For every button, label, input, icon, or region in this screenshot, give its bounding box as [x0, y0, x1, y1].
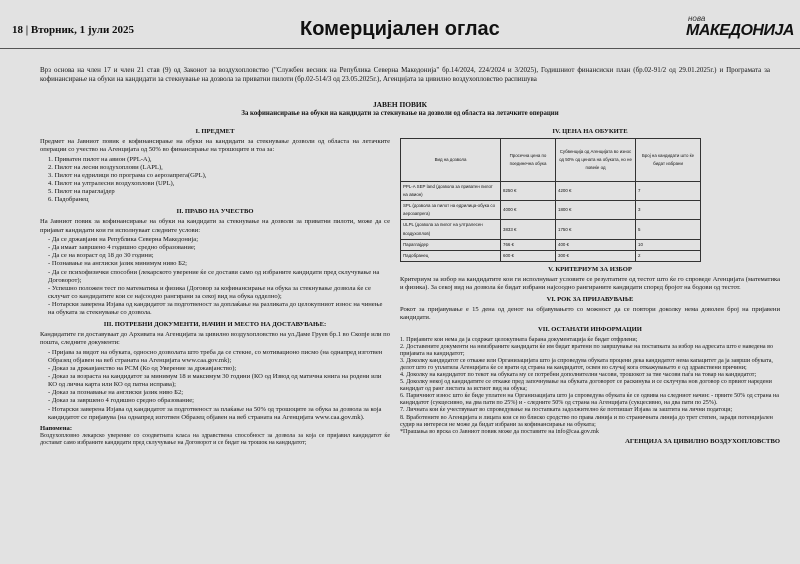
intro-paragraph: Врз основа на член 17 и член 21 став (9) од Законот за воздухопловство ("Службен весник на Република Северна Македонија" бр.14/2024, 224/2024 и 3/2025), Годишниот финансиски план (бр.02-91/2 од 29.01.2025г.) и Програмата за кофинансирање на обуки на кандидати за стекнување на дозвола за приватни пилоти (бр.02-514/3 од 23.05.2025г.), Агенцијата за цивилно воздухопловство распишува [40, 66, 770, 83]
list-item: - Да се на возраст од 18 до 30 години; [48, 252, 154, 260]
right-column [400, 124, 780, 446]
table-cell: 4000 € [501, 201, 556, 220]
note-title: Напомена: [40, 424, 73, 432]
table-row [401, 239, 701, 250]
list-item: - Доказ за завршено 4 годишно средно образование; [48, 397, 194, 405]
section-2-title: II. ПРАВО НА УЧЕСТВО [176, 208, 254, 216]
logo-big-text: МАКЕДОНИЈА [686, 22, 794, 39]
list-item: 4. Доколку на кандидатот по текот на обуката му се потребни дополнителни часови, трошокот за тие часови паѓа на товар на кандидатот; [400, 371, 757, 378]
section-3-title: III. ПОТРЕБНИ ДОКУМЕНТИ, НАЧИН И МЕСТО НА ДОСТАВУВАЊЕ: [103, 321, 327, 329]
prices-table [400, 138, 701, 262]
table-cell: 3833 € [501, 220, 556, 239]
table-row [401, 220, 701, 239]
list-item: 7. Личната кои ќе учествуваат во спроведување на постапката задолжително ќе потпишат Изјава за заштита на лични податоци; [400, 407, 733, 414]
list-item: - Да се психофизички способни (лекарското уверение ќе се достави само од избраните кандидати пред склучување на Договорот); [48, 268, 380, 284]
section-title: Комерцијален оглас [300, 18, 500, 40]
section-6-title: VI. РОК ЗА ПРИЈАВУВАЊЕ [546, 296, 634, 304]
table-cell: 600 € [501, 250, 556, 261]
announcement-title: ЈАВЕН ПОВИК [372, 100, 428, 109]
list-item: - Доказ за познавање на англиски јазик ниво Б2; [48, 389, 184, 397]
announcement-subtitle: За кофинансирање на обуки на кандидати за стекнување на дозволи од областа на летачките операции [241, 110, 559, 117]
left-column [40, 124, 390, 448]
table-cell: 7 [636, 182, 701, 201]
section-5-text: Критериум за избор на кандидатите кои ги исполнуваат условите се резултатите од тестот што ќе го спроведе Агенцијата (математика и физика). За секој вид на дозвола ќе бидат избрани најсоодно рангираните кандидати според бројот на бодови од тестот. [400, 275, 780, 292]
table-header: Просечна цена по поединечна обука [501, 139, 556, 182]
list-item: 1. Пријавите кои нема да ја содржат целокупната барана документација ќе бидат отфрлени; [400, 336, 638, 343]
section-6-text: Рокот за пријавување е 15 дена од денот на објавувањето со можност да се повтори доколку нема доволен број на пријавени кандидати. [400, 306, 780, 322]
table-cell: SPL (дозвола за пилот на едрилица-обука со аерозапрега) [401, 201, 501, 220]
list-item: - Нотарски заверена Изјава од кандидатот за подготвеност за доплаќање на разликата до целокупниот износ на чинење на обуката за стекнување со дозвола. [48, 300, 383, 316]
list-item: 2. Доставените документи на неизбраните кандидати ќе им бидат вратени по завршување на постапката за избор на адресата што е наведена во пријавата на кандидатот; [400, 343, 773, 357]
table-cell: 10 [636, 239, 701, 250]
table-cell: 766 € [501, 239, 556, 250]
section-7-title: VII. ОСТАНАТИ ИНФОРМАЦИИ [538, 326, 642, 334]
list-item: - Да се државјани на Република Северна Македонија; [48, 236, 199, 244]
list-item: - Познавање на англиски јазик минимум ниво Б2; [48, 260, 188, 268]
table-cell: ULPL (дозвола за пилот на ултралесен воздухоплов) [401, 220, 501, 239]
signature: АГЕНЦИЈА ЗА ЦИВИЛНО ВОЗДУХОПЛОВСТВО [625, 437, 780, 445]
newspaper-logo [686, 14, 794, 40]
table-cell: 5 [636, 220, 701, 239]
list-item: 2. Пилот на лесни воздухоплови (LAPL), [48, 163, 163, 171]
list-item: - Пријава за видот на обуката, односно дозволата што треба да се стекне, со мотивационо писмо (на однапред изготвен Образец објавен на веб страната на Агенцијата www.caa.gov.mk); [48, 348, 383, 364]
list-item: - Нотарски заверена Изјава од кандидатот за подготвеност за плаќање на 50% од трошоците за обука за дозвола за која кандидатот се пријавува (на однапред изготвен Образец објавен на веб страната на Агенцијата www.caa.gov.mk). [48, 405, 382, 421]
section-3-text: Кандидатите ги доставуваат до Архивата на Агенцијата за цивилно воздухопловство на ул.Даме Груев бр.1 во Скопје или по пошта, следните документи: [40, 331, 390, 347]
page-date: 18 | Вторник, 1 јули 2025 [12, 24, 135, 36]
list-item: - Успешно положен тест по математика и физика (Договор за кофинансирање на обука за стекнување дозвола ќе се склучат со кандидатите кои се најсоодно рангирани за секој вид на обука одделно); [48, 284, 371, 300]
table-cell: Параглајдер [401, 239, 501, 250]
list-item: *Прашања во врска со Јавниот повик може да поставите на info@caa.gov.mk [400, 428, 599, 435]
section-2-text: На Јавниот повик за кофинансирање на обуки на кандидати за стекнување на дозволи за приватни пилоти, може да се пријават кандидати кои ги исполнуваат следните услови: [40, 218, 390, 234]
list-item: - Да имаат завршено 4 годишно средно образование; [48, 244, 196, 252]
list-item: 3. Доколку кандидатот се откаже или Организацијата што ја спроведува обуката процени дека кандидатот нема капацитет да ја заврши обуката, делот што го уплатила Агенцијата ќе се врати од страна на кандидатот, освен во случај кога откажувањето е од здравствени причини; [400, 357, 773, 371]
list-item: 8. Вработените во Агенцијата и лицата кои се во блиско сродство по права линија и по страничната линија до трет степен, заради потенцијален судир на интереси не може да бидат избрани за кофинансирање на обуката; [400, 414, 773, 428]
table-header: Субвенција од Агенцијата во износ од 50% од цената на обуката, но не повеќе од [556, 139, 636, 182]
table-cell: 4200 € [556, 182, 636, 201]
table-header: Број на кандидати што ќе бидат избрани [636, 139, 701, 182]
list-item: 6. Паричниот износ што ќе биде уплатен на Организацијата што ја спроведува обуката ќе се одвива на следниот начин: - првите 50% од страна на кандидатот (сукцесивно, на два пати по 25%) и - следните 50% од страна на Агенцијата (сукцесивно, на два пати по 25%). [400, 393, 779, 407]
table-cell: 2 [636, 250, 701, 261]
section-5-title: V. КРИТЕРИУМ ЗА ИЗБОР [548, 265, 632, 273]
table-cell: 300 € [556, 250, 636, 261]
table-header: Вид на дозвола [401, 139, 501, 182]
list-item: - Доказ за возраста на кандидатот за минимум 18 и максимум 30 години (КО од Извод од матична книга на родени или КО од лична карта или КО од патна исправа); [48, 373, 382, 389]
table-cell: 1800 € [556, 201, 636, 220]
logo-small-text: нова [688, 14, 706, 23]
list-item: 5. Доколку некој од кандидатите се откаже пред започнување на обуката договорот се раскинува и се склучува нов договор со првиот наредени кандидат од ранг листата за истиот вид на обука; [400, 379, 772, 393]
section-4-title: IV. ЦЕНА НА ОБУКИТЕ [552, 128, 628, 135]
table-cell: 3 [636, 201, 701, 220]
section-1-text: Предмет на Јавниот повик е кофинансирање на обуки на кандидати за стекнување дозволи од областа на летачките операции со учество на Агенцијата од 50% во финансирање на трошоците и тоа за: [40, 138, 390, 154]
table-row [401, 182, 701, 201]
list-item: 5. Пилот на параглајдер [48, 188, 115, 196]
table-cell: PPL-A SEP land (дозвола за приватен пилот на авион) [401, 182, 501, 201]
list-item: - Доказ за државјанство на РСМ (Ко од Уверение за државјанство); [48, 365, 237, 373]
table-cell: Падобранец [401, 250, 501, 261]
list-item: 3. Пилот на едрилици по програма со аерозапрега(GPL), [48, 171, 207, 179]
table-cell: 400 € [556, 239, 636, 250]
note-text: Воздухопловно лекарско уверение со соодветната класа на здравствена способност за дозвола за која се пријавил кандидатот ќе достават само избраните кандидати пред склучување на Договорот и се бидат на трошок на кандидатот; [40, 432, 390, 446]
table-row [401, 201, 701, 220]
section-7-list [400, 337, 780, 436]
table-cell: 1750 € [556, 220, 636, 239]
section-1-title: I. ПРЕДМЕТ [195, 128, 235, 135]
table-cell: 8250 € [501, 182, 556, 201]
list-item: 4. Пилот на ултралесни воздухоплови (UPL), [48, 180, 175, 188]
table-header-row [401, 139, 701, 182]
list-item: 6. Падобранец [48, 196, 89, 204]
page-header [0, 0, 800, 49]
table-row [401, 250, 701, 261]
list-item: 1. Приватен пилот на авион (PPL-A), [48, 155, 152, 163]
